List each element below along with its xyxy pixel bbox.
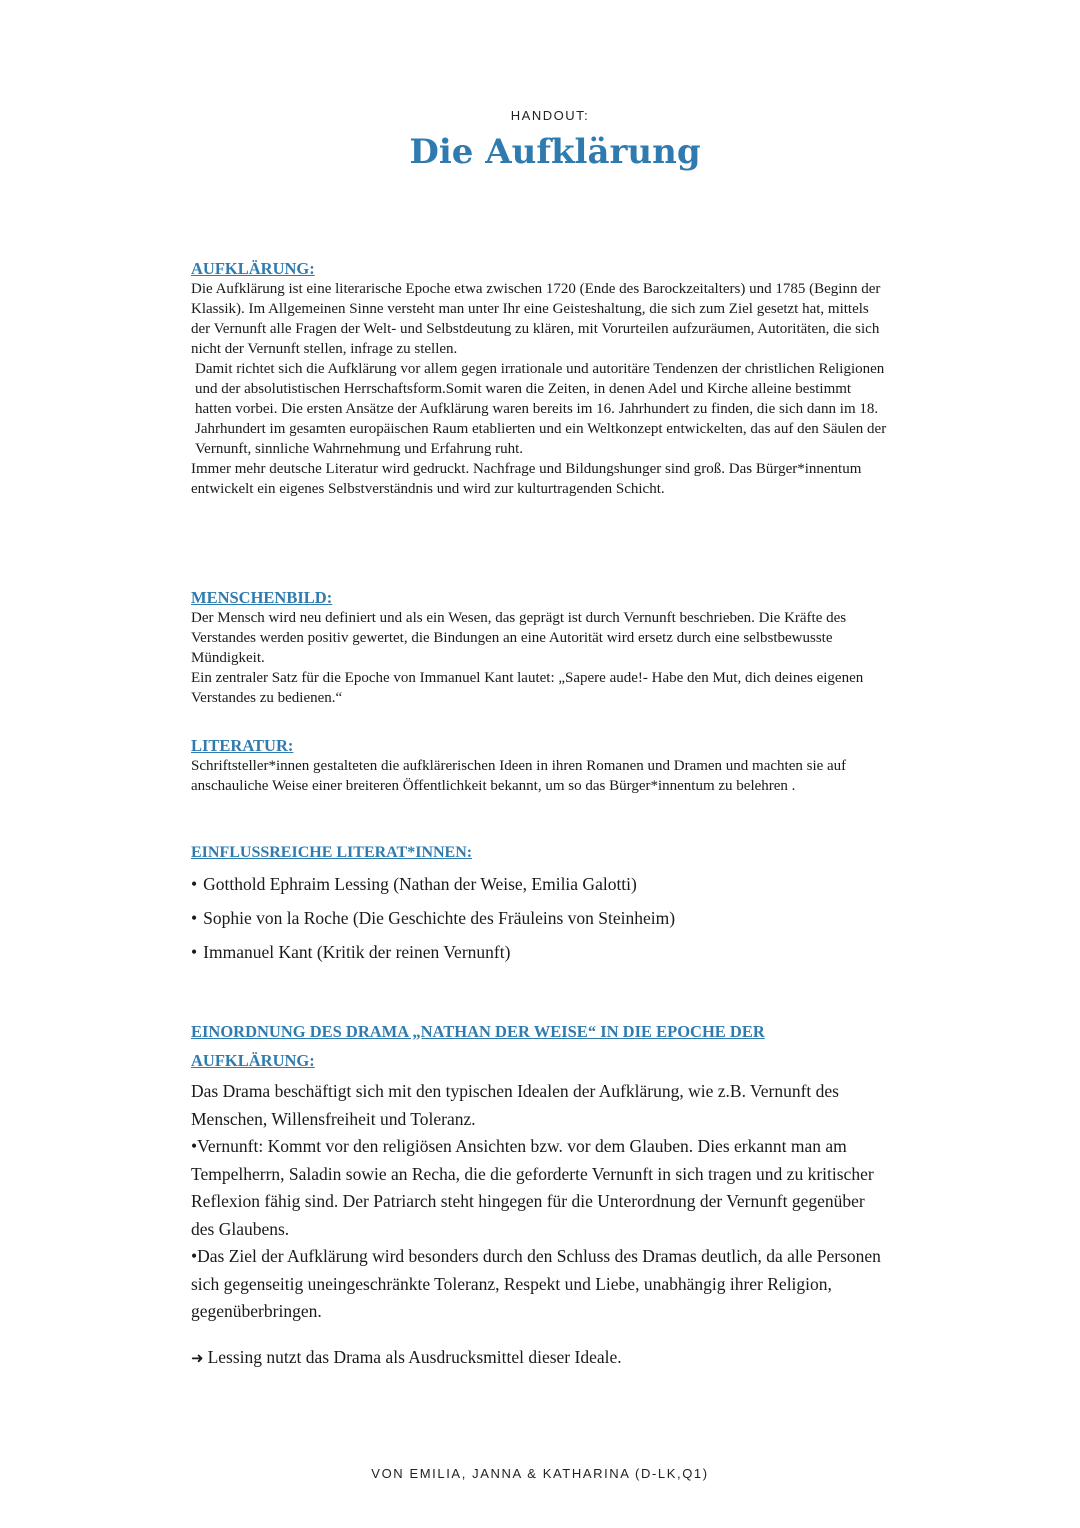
paragraph: Immer mehr deutsche Literatur wird gedruckt. Nachfrage und Bildungshunger sind groß. Das Bürger*innentum entwickelt ein eigenes Selbstverständnis und wird zur kulturtragenden Schicht. [191, 461, 862, 497]
section-heading-literaten: EINFLUSSREICHE LITERAT*INNEN: [191, 844, 473, 861]
paragraph: Schriftsteller*innen gestalteten die aufklärerischen Ideen in ihren Romanen und Dramen und machten sie auf anschauliche Weise einer breiteren Öffentlichkeit bekannt, um so das Bürger*innentum zu belehren . [191, 758, 847, 794]
paragraph: Das Drama beschäftigt sich mit den typischen Idealen der Aufklärung, wie z.B. Vernunft des Menschen, Willensfreiheit und Toleranz. [191, 1081, 839, 1129]
section-heading-literatur: LITERATUR: [191, 736, 294, 755]
section-heading-einordnung: EINORDNUNG DES DRAMA „NATHAN DER WEISE“ IN DIE EPOCHE DER AUFKLÄRUNG: [191, 1022, 765, 1070]
conclusion-text: Lessing nutzt das Drama als Ausdrucksmittel dieser Ideale. [207, 1346, 622, 1367]
section-menschenbild [191, 588, 891, 708]
list-item [191, 867, 891, 901]
bullet-icon: • [191, 942, 198, 962]
paragraph: Der Mensch wird neu definiert und als ein Wesen, das geprägt ist durch Vernunft beschrieben. Die Kräfte des Verstandes werden positiv gewertet, die Bindungen an eine Autorität wird ersetz durch eine selbstbewusste Mündigkeit. [191, 610, 847, 666]
document-title: Die Aufklärung [409, 132, 701, 172]
list-item-text: Immanuel Kant (Kritik der reinen Vernunft) [203, 942, 511, 962]
section-literaten [191, 843, 891, 969]
list-item [191, 935, 891, 969]
arrow-right-icon: ➜ [191, 1348, 204, 1367]
section-heading-aufklaerung: AUFKLÄRUNG: [191, 259, 315, 278]
list-item [191, 901, 891, 935]
paragraph: •Vernunft: Kommt vor den religiösen Ansichten bzw. vor dem Glauben. Dies erkannt man am Tempelherrn, Saladin sowie an Recha, die die geforderte Vernunft in sich tragen und zu kritischer Reflexion fähig sind. Der Patriarch steht hingegen für die Unterordnung der Vernunft gegenüber des Glaubens. [191, 1136, 874, 1239]
bullet-icon: • [191, 874, 198, 894]
document-kicker: HANDOUT: [510, 108, 590, 123]
paragraph: Damit richtet sich die Aufklärung vor allem gegen irrationale und autoritäre Tendenzen der christlichen Religionen und der absolutistischen Herrschaftsform.Somit waren die Zeiten, in denen Adel und Kirche alleine bestimmt hatten vorbei. Die ersten Ansätze der Aufklärung waren bereits im 16. Jahrhundert zu finden, die sich dann im 18. Jahrhundert im gesamten europäischen Raum etablierten und ein Weltkonzept entwickelten, das auf den Säulen der Vernunft, sinnliche Wahrnehmung und Erfahrung ruht. [195, 361, 887, 457]
paragraph: Ein zentraler Satz für die Epoche von Immanuel Kant lautet: „Sapere aude!- Habe den Mut, dich deines eigenen Verstandes zu bedienen.“ [191, 670, 864, 706]
bullet-icon: • [191, 908, 198, 928]
section-heading-menschenbild: MENSCHENBILD: [191, 588, 333, 607]
literaten-list [191, 867, 891, 969]
list-item-text: Sophie von la Roche (Die Geschichte des Fräuleins von Steinheim) [203, 908, 676, 928]
paragraph: •Das Ziel der Aufklärung wird besonders durch den Schluss des Dramas deutlich, da alle Personen sich gegenseitig uneingeschränkte Toleranz, Respekt und Liebe, unabhängig ihrer Religion, gegenüberbringen. [191, 1246, 881, 1321]
section-aufklaerung [191, 259, 891, 499]
section-literatur [191, 736, 891, 796]
paragraph: Die Aufklärung ist eine literarische Epoche etwa zwischen 1720 (Ende des Barockzeitalters) und 1785 (Beginn der Klassik). Im Allgemeinen Sinne versteht man unter Ihr eine Geisteshaltung, die sich zum Ziel gesetzt hat, mittels der Vernunft alle Fragen der Welt- und Selbstdeutung zu klären, mit Vorurteilen aufzuräumen, Autoritäten, die sich nicht der Vernunft stellen, infrage zu stellen. [191, 281, 881, 357]
list-item-text: Gotthold Ephraim Lessing (Nathan der Weise, Emilia Galotti) [203, 874, 637, 894]
section-einordnung [191, 1017, 891, 1372]
conclusion [191, 1344, 891, 1373]
document-footer: VON EMILIA, JANNA & KATHARINA (D-LK,Q1) [371, 1466, 709, 1481]
